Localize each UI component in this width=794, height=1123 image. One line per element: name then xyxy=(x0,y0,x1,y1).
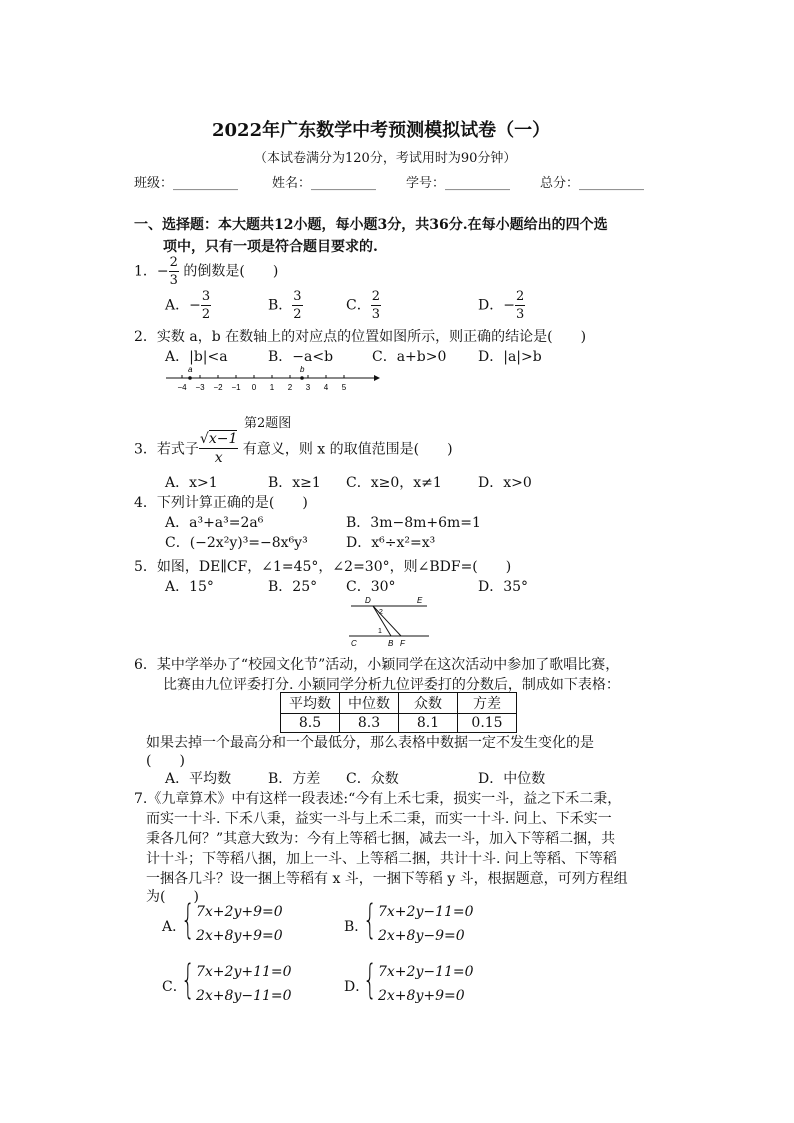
q6-line-4: ( ) xyxy=(146,753,185,769)
q1-option-a xyxy=(165,290,211,321)
q1-neg: − xyxy=(156,263,169,280)
q1-d-den: 3 xyxy=(515,307,525,322)
q7-line-2: 而实一十斗. 下禾八秉，益实一斗与上禾二秉，而实一十斗. 问上、下禾实一 xyxy=(146,811,612,827)
q7-option-b-eq1: 7x+2y−11=0 xyxy=(378,904,474,920)
number-line-arrow xyxy=(374,375,380,381)
q3-option-a: A．x>1 xyxy=(165,475,218,491)
q7-option-a-label: A． xyxy=(162,919,187,935)
q3-stem-tail: 有意义，则 x 的取值范围是( ) xyxy=(242,441,453,458)
q1-fraction xyxy=(169,256,179,287)
q7-line-6: 为( ) xyxy=(146,889,199,905)
axis-tick-label: −2 xyxy=(213,383,223,392)
axis-tick-label: −1 xyxy=(231,383,241,392)
q1-option-d xyxy=(478,290,525,321)
q7-option-a-eq1: 7x+2y+9=0 xyxy=(196,904,283,920)
q1-c-label: C． xyxy=(346,297,371,314)
q7-option-c-eq2: 2x+8y−11=0 xyxy=(196,988,292,1004)
q7-line-3: 秉各几何？”其意大致为：今有上等稻七捆，减去一斗，加入下等稻二捆，共 xyxy=(146,831,616,847)
q2-figure-caption: 第2题图 xyxy=(244,416,292,431)
angle-2-label: 2 xyxy=(379,609,383,616)
axis-tick-label: 1 xyxy=(269,383,275,392)
label-d: D xyxy=(365,596,371,605)
q2-stem: 2．实数 a，b 在数轴上的对应点的位置如图所示，则正确的结论是( ) xyxy=(134,329,587,345)
q5-option-c: C．30° xyxy=(346,579,396,595)
field-class: 班级：__________ xyxy=(134,176,239,191)
label-b: B xyxy=(388,639,394,648)
table-cell: 8.5 xyxy=(281,714,340,733)
label-e: E xyxy=(417,596,423,605)
q3-fraction xyxy=(199,432,238,465)
point-a-label: a xyxy=(188,365,193,374)
q3-option-b: B．x≥1 xyxy=(268,475,321,491)
q1-c-num: 2 xyxy=(371,289,380,304)
q3-option-c: C．x≥0，x≠1 xyxy=(346,475,442,491)
table-header-row xyxy=(281,693,517,714)
section-heading: 一、选择题：本大题共12小题，每小题3分，共36分.在每小题给出的四个选 xyxy=(134,217,608,233)
section-heading-cont: 项中，只有一项是符合题目要求的. xyxy=(163,239,378,255)
q6-option-d: D．中位数 xyxy=(478,771,546,787)
q2-option-c: C．a+b>0 xyxy=(372,349,447,365)
q7-option-b-brace: { xyxy=(363,897,377,943)
table-header: 中位数 xyxy=(340,693,399,714)
q7-option-d-eq1: 7x+2y−11=0 xyxy=(378,964,474,980)
q7-option-c-brace: { xyxy=(181,957,195,1003)
q6-line-3: 如果去掉一个最高分和一个最低分，那么表格中数据一定不发生变化的是 xyxy=(146,735,594,751)
number-line-figure xyxy=(162,362,382,396)
label-f: F xyxy=(400,639,405,648)
q3-option-d: D．x>0 xyxy=(478,475,532,491)
q7-option-d-brace: { xyxy=(363,957,377,1003)
q3-frac-num: √x−1 xyxy=(199,431,238,447)
point-b-dot xyxy=(300,376,304,380)
q6-option-a: A．平均数 xyxy=(165,771,232,787)
q3-stem xyxy=(134,432,453,465)
q1-c-den: 3 xyxy=(371,307,380,322)
q6-option-b: B．方差 xyxy=(268,771,321,787)
field-name: 姓名：__________ xyxy=(272,176,377,191)
page-subtitle: （本试卷满分为120分，考试用时为90分钟） xyxy=(254,151,517,166)
table-row xyxy=(281,714,517,733)
q1-d-neg: − xyxy=(503,297,515,314)
point-b-label: b xyxy=(300,365,305,374)
point-a-dot xyxy=(188,376,192,380)
parallel-lines-figure xyxy=(345,594,435,650)
q1-stem xyxy=(134,256,278,287)
q7-line-5: 一捆各几斗？设一捆上等稻有 x 斗，一捆下等稻 y 斗，根据题意，可列方程组 xyxy=(146,871,628,887)
q4-option-b: B．3m−8m+6m=1 xyxy=(346,515,481,531)
q7-option-c-eq1: 7x+2y+11=0 xyxy=(196,964,292,980)
label-c: C xyxy=(351,639,357,648)
q7-option-d-label: D． xyxy=(344,979,370,995)
q1-a-num: 3 xyxy=(201,289,211,304)
q7-option-d-eq2: 2x+8y+9=0 xyxy=(378,988,465,1004)
q7-line-4: 计十斗；下等稻八捆，加上一斗、上等稻二捆，共计十斗. 问上等稻、下等稻 xyxy=(146,851,617,867)
q7-option-b-eq2: 2x+8y−9=0 xyxy=(378,928,465,944)
table-header: 众数 xyxy=(399,693,458,714)
q5-stem: 5．如图，DE∥CF，∠1=45°，∠2=30°，则∠BDF=( ) xyxy=(134,559,512,575)
q7-line-1: 7.《九章算术》中有这样一段表述:“今有上禾七秉，损实一斗，益之下禾二秉， xyxy=(134,791,622,807)
q1-option-c xyxy=(346,290,381,321)
field-student-id: 学号：__________ xyxy=(406,176,511,191)
q5-option-a: A．15° xyxy=(165,579,214,595)
q4-option-d: D．x⁶÷x²=x³ xyxy=(346,535,436,551)
q6-option-c: C．众数 xyxy=(346,771,399,787)
q4-stem: 4．下列计算正确的是( ) xyxy=(134,495,308,511)
axis-tick-label: −4 xyxy=(177,383,187,392)
q6-line-1: 6．某中学举办了“校园文化节”活动，小颖同学在这次活动中参加了歌唱比赛， xyxy=(134,657,620,673)
table-header: 平均数 xyxy=(281,693,340,714)
angle-1-label: 1 xyxy=(378,628,382,635)
table-cell: 8.3 xyxy=(340,714,399,733)
q1-b-label: B． xyxy=(268,297,293,314)
q1-b-num: 3 xyxy=(293,289,302,304)
axis-tick-label: −3 xyxy=(195,383,205,392)
table-header: 方差 xyxy=(458,693,517,714)
q1-stem-tail: 的倒数是( ) xyxy=(183,263,279,280)
axis-tick-label: 0 xyxy=(251,383,257,392)
q1-option-b xyxy=(268,290,303,321)
q5-option-b: B．25° xyxy=(268,579,318,595)
q5-option-d: D．35° xyxy=(478,579,529,595)
field-total-score: 总分：__________ xyxy=(540,176,645,191)
q1-c-frac xyxy=(371,290,381,321)
q3-number: 3．若式子 xyxy=(134,441,199,458)
q3-radicand: x−1 xyxy=(208,431,238,447)
q1-b-frac xyxy=(292,290,302,321)
q1-frac-num: 2 xyxy=(169,255,178,270)
q1-d-label: D． xyxy=(478,297,504,314)
q2-option-a: A．|b|<a xyxy=(165,349,228,365)
axis-tick-label: 3 xyxy=(305,383,311,392)
axis-tick-label: 5 xyxy=(341,383,347,392)
q2-option-b: B．−a<b xyxy=(268,349,334,365)
q7-option-a-brace: { xyxy=(181,897,195,943)
table-cell: 8.1 xyxy=(399,714,458,733)
q2-option-d: D．|a|>b xyxy=(478,349,542,365)
q1-d-frac xyxy=(515,290,525,321)
table-cell: 0.15 xyxy=(458,714,517,733)
q7-option-c-label: C． xyxy=(162,979,187,995)
q3-frac-den: x xyxy=(214,450,223,466)
q4-option-c: C．(−2x²y)³=−8x⁶y³ xyxy=(165,535,308,551)
axis-tick-label: 4 xyxy=(323,383,329,392)
q1-a-label: A． xyxy=(165,297,190,314)
q1-frac-den: 3 xyxy=(169,273,178,288)
q7-option-b-label: B． xyxy=(344,919,369,935)
q1-a-frac xyxy=(201,290,211,321)
q7-option-a-eq2: 2x+8y+9=0 xyxy=(196,928,283,944)
q4-option-a: A．a³+a³=2a⁶ xyxy=(165,515,264,531)
q1-number: 1． xyxy=(134,263,157,280)
score-stats-table xyxy=(280,692,517,733)
q1-a-neg: − xyxy=(189,297,201,314)
q6-line-2: 比赛由九位评委打分. 小颖同学分析九位评委打的分数后，制成如下表格： xyxy=(163,677,620,693)
page-title: 2022年广东数学中考预测模拟试卷（一） xyxy=(212,120,551,141)
q1-d-num: 2 xyxy=(515,289,525,304)
q1-b-den: 2 xyxy=(293,307,302,322)
axis-tick-label: 2 xyxy=(287,383,293,392)
q1-a-den: 2 xyxy=(201,307,211,322)
